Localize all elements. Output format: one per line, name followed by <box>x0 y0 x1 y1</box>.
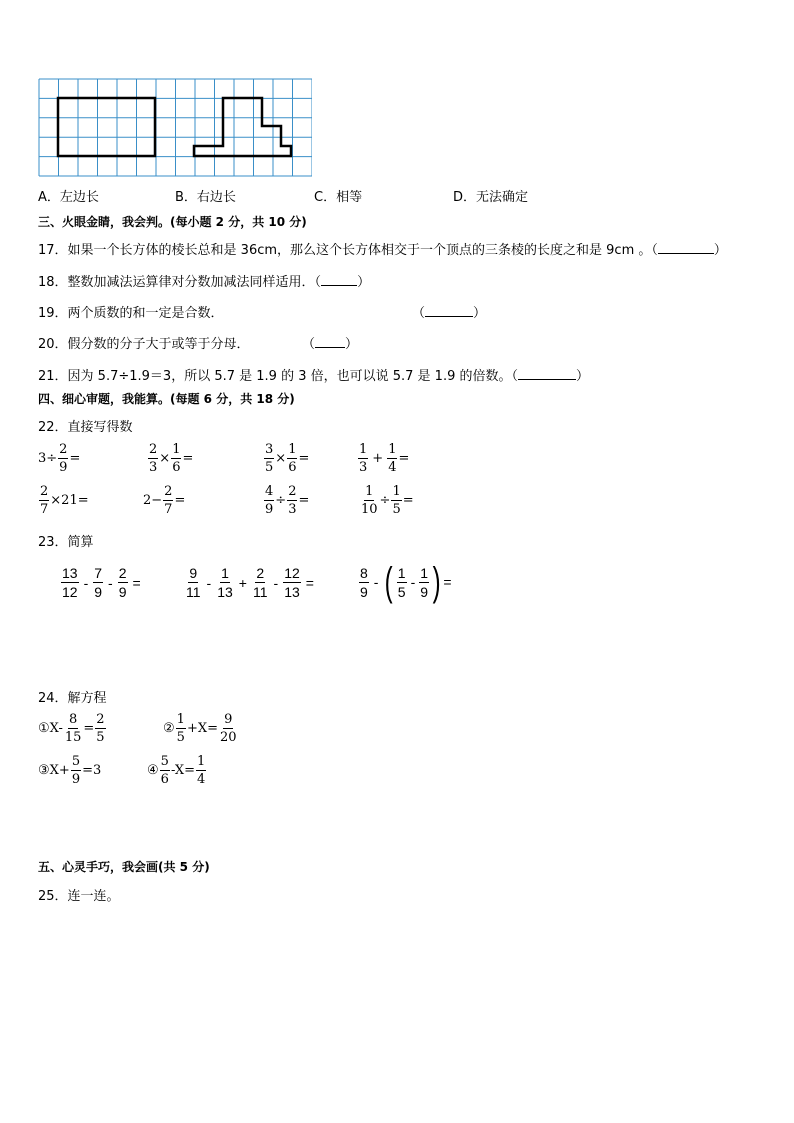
q17-number: 17． <box>38 243 68 258</box>
q19-answer-blank[interactable] <box>425 304 473 317</box>
fraction: $\frac{1}{10}$ <box>361 484 378 517</box>
q18-answer-blank[interactable] <box>321 273 357 286</box>
q25-title: 25．连一连。 <box>38 889 120 904</box>
fraction: $\frac{8}{15}$ <box>64 712 82 745</box>
question-17 <box>38 239 727 258</box>
fraction: $\frac{1}{5}$ <box>392 484 401 517</box>
fraction: $\frac{2}{7}$ <box>164 484 173 517</box>
section-4-title: 四、细心审题，我能算。(每题 6 分，共 18 分) <box>38 392 295 406</box>
q21-answer-blank[interactable] <box>518 367 576 380</box>
q17-close: ） <box>713 243 727 258</box>
fraction: $\frac{9}{11}$ <box>186 565 201 600</box>
q19-answer-area: （ ） <box>412 306 487 321</box>
fraction: $\frac{1}{5}$ <box>176 712 185 745</box>
fraction: $\frac{2}{9}$ <box>118 565 127 600</box>
section-3-title: 三、火眼金睛，我会判。(每小题 2 分，共 10 分) <box>38 215 307 229</box>
q22-title: 22．直接写得数 <box>38 420 133 435</box>
fraction: $\frac{1}{6}$ <box>288 442 297 475</box>
q21-number: 21． <box>38 369 68 384</box>
q21-text: 因为 5.7÷1.9＝3，所以 5.7 是 1.9 的 3 倍，也可以说 5.7 是 1.9 的倍数。（ <box>67 369 518 384</box>
option-c[interactable]: C．相等 <box>314 190 363 205</box>
q22-expr-6: 2− $\frac{2}{7}$ = <box>143 484 186 517</box>
fraction: $\frac{2}{11}$ <box>252 565 268 600</box>
grid-figure <box>38 78 312 178</box>
q24-title: 24．解方程 <box>38 691 107 706</box>
fraction: $\frac{13}{12}$ <box>62 565 78 600</box>
q23-title: 23．简算 <box>38 535 94 550</box>
fraction: $\frac{4}{9}$ <box>265 484 274 517</box>
fraction: $\frac{2}{9}$ <box>59 442 68 475</box>
q17-text: 如果一个长方体的棱长总和是 36cm，那么这个长方体相交于一个顶点的三条棱的长度之和是 9cm 。（ <box>67 243 658 258</box>
option-b[interactable]: B．右边长 <box>175 190 236 205</box>
right-paren: ) <box>432 560 441 604</box>
fraction: $\frac{1}{4}$ <box>197 754 206 787</box>
left-rectangle-shape <box>58 98 155 156</box>
question-20 <box>38 333 250 352</box>
q23-expr-1: $\frac{13}{12}$ - $\frac{7}{9}$ - $\frac{2}{9}$ = <box>62 565 141 600</box>
q17-answer-blank[interactable] <box>658 241 714 254</box>
q22-expr-7: $\frac{4}{9}$ ÷ $\frac{2}{3}$ = <box>265 484 310 517</box>
fraction: $\frac{9}{20}$ <box>219 712 237 745</box>
fraction: $\frac{12}{13}$ <box>284 565 300 600</box>
right-stair-shape <box>194 98 291 156</box>
fraction: $\frac{2}{5}$ <box>96 712 105 745</box>
fraction: $\frac{1}{9}$ <box>420 564 429 600</box>
fraction: $\frac{7}{9}$ <box>94 565 103 600</box>
fraction: $\frac{1}{5}$ <box>397 564 406 600</box>
fraction: $\frac{2}{7}$ <box>40 484 49 517</box>
q20-answer-area: （ ） <box>302 337 359 352</box>
fraction: $\frac{1}{6}$ <box>172 442 181 475</box>
fraction: $\frac{2}{3}$ <box>149 442 158 475</box>
q22-expr-2: $\frac{2}{3}$ × $\frac{1}{6}$ = <box>149 442 194 475</box>
q20-text: 假分数的分子大于或等于分母． <box>67 337 250 352</box>
q19-text: 两个质数的和一定是合数． <box>67 306 224 321</box>
q23-expr-2: $\frac{9}{11}$ - $\frac{1}{13}$ + $\frac{2}{11}$ - $\frac{12}{13}$ = <box>186 565 314 600</box>
fraction: $\frac{5}{6}$ <box>160 754 169 787</box>
q21-close: ） <box>575 369 589 384</box>
q24-eq-4: ④ $\frac{5}{6}$ -X= $\frac{1}{4}$ <box>147 754 206 787</box>
q22-expr-5: $\frac{2}{7}$ ×21= <box>40 484 89 517</box>
section-5-title: 五、心灵手巧，我会画(共 5 分) <box>38 860 210 874</box>
q18-number: 18． <box>38 275 68 290</box>
question-19 <box>38 302 224 321</box>
q22-expr-1: 3÷ $\frac{2}{9}$ = <box>38 442 81 475</box>
left-paren: ( <box>385 560 394 604</box>
fraction: $\frac{8}{9}$ <box>360 564 368 600</box>
q20-answer-blank[interactable] <box>315 335 345 348</box>
q22-expr-4: $\frac{1}{3}$ + $\frac{1}{4}$ = <box>359 442 410 475</box>
q18-text: 整数加减法运算律对分数加减法同样适用．（ <box>67 275 322 290</box>
fraction: $\frac{1}{13}$ <box>217 565 233 600</box>
q22-expr-3: $\frac{3}{5}$ × $\frac{1}{6}$ = <box>265 442 310 475</box>
option-a[interactable]: A．左边长 <box>38 190 99 205</box>
q24-eq-2: ② $\frac{1}{5}$ +X= $\frac{9}{20}$ <box>163 712 237 745</box>
q19-number: 19． <box>38 306 68 321</box>
fraction: $\frac{1}{4}$ <box>388 442 397 475</box>
q23-expr-3: $\frac{8}{9}$ - ( $\frac{1}{5}$ - $\frac{1}{9}$ ) = <box>360 560 452 604</box>
question-21 <box>38 365 589 384</box>
fraction: $\frac{5}{9}$ <box>71 754 81 787</box>
grid-lines <box>39 79 312 176</box>
q22-expr-8: $\frac{1}{10}$ ÷ $\frac{1}{5}$ = <box>361 484 414 517</box>
q24-eq-1: ①X- $\frac{8}{15}$ = $\frac{2}{5}$ <box>38 712 105 745</box>
q24-eq-3: ③X+ $\frac{5}{9}$ =3 <box>38 754 102 787</box>
fraction: $\frac{3}{5}$ <box>265 442 274 475</box>
fraction: $\frac{1}{3}$ <box>359 442 368 475</box>
q18-close: ） <box>357 275 371 290</box>
q20-number: 20． <box>38 337 68 352</box>
fraction: $\frac{2}{3}$ <box>288 484 297 517</box>
question-18 <box>38 271 370 290</box>
option-d[interactable]: D．无法确定 <box>453 190 529 205</box>
